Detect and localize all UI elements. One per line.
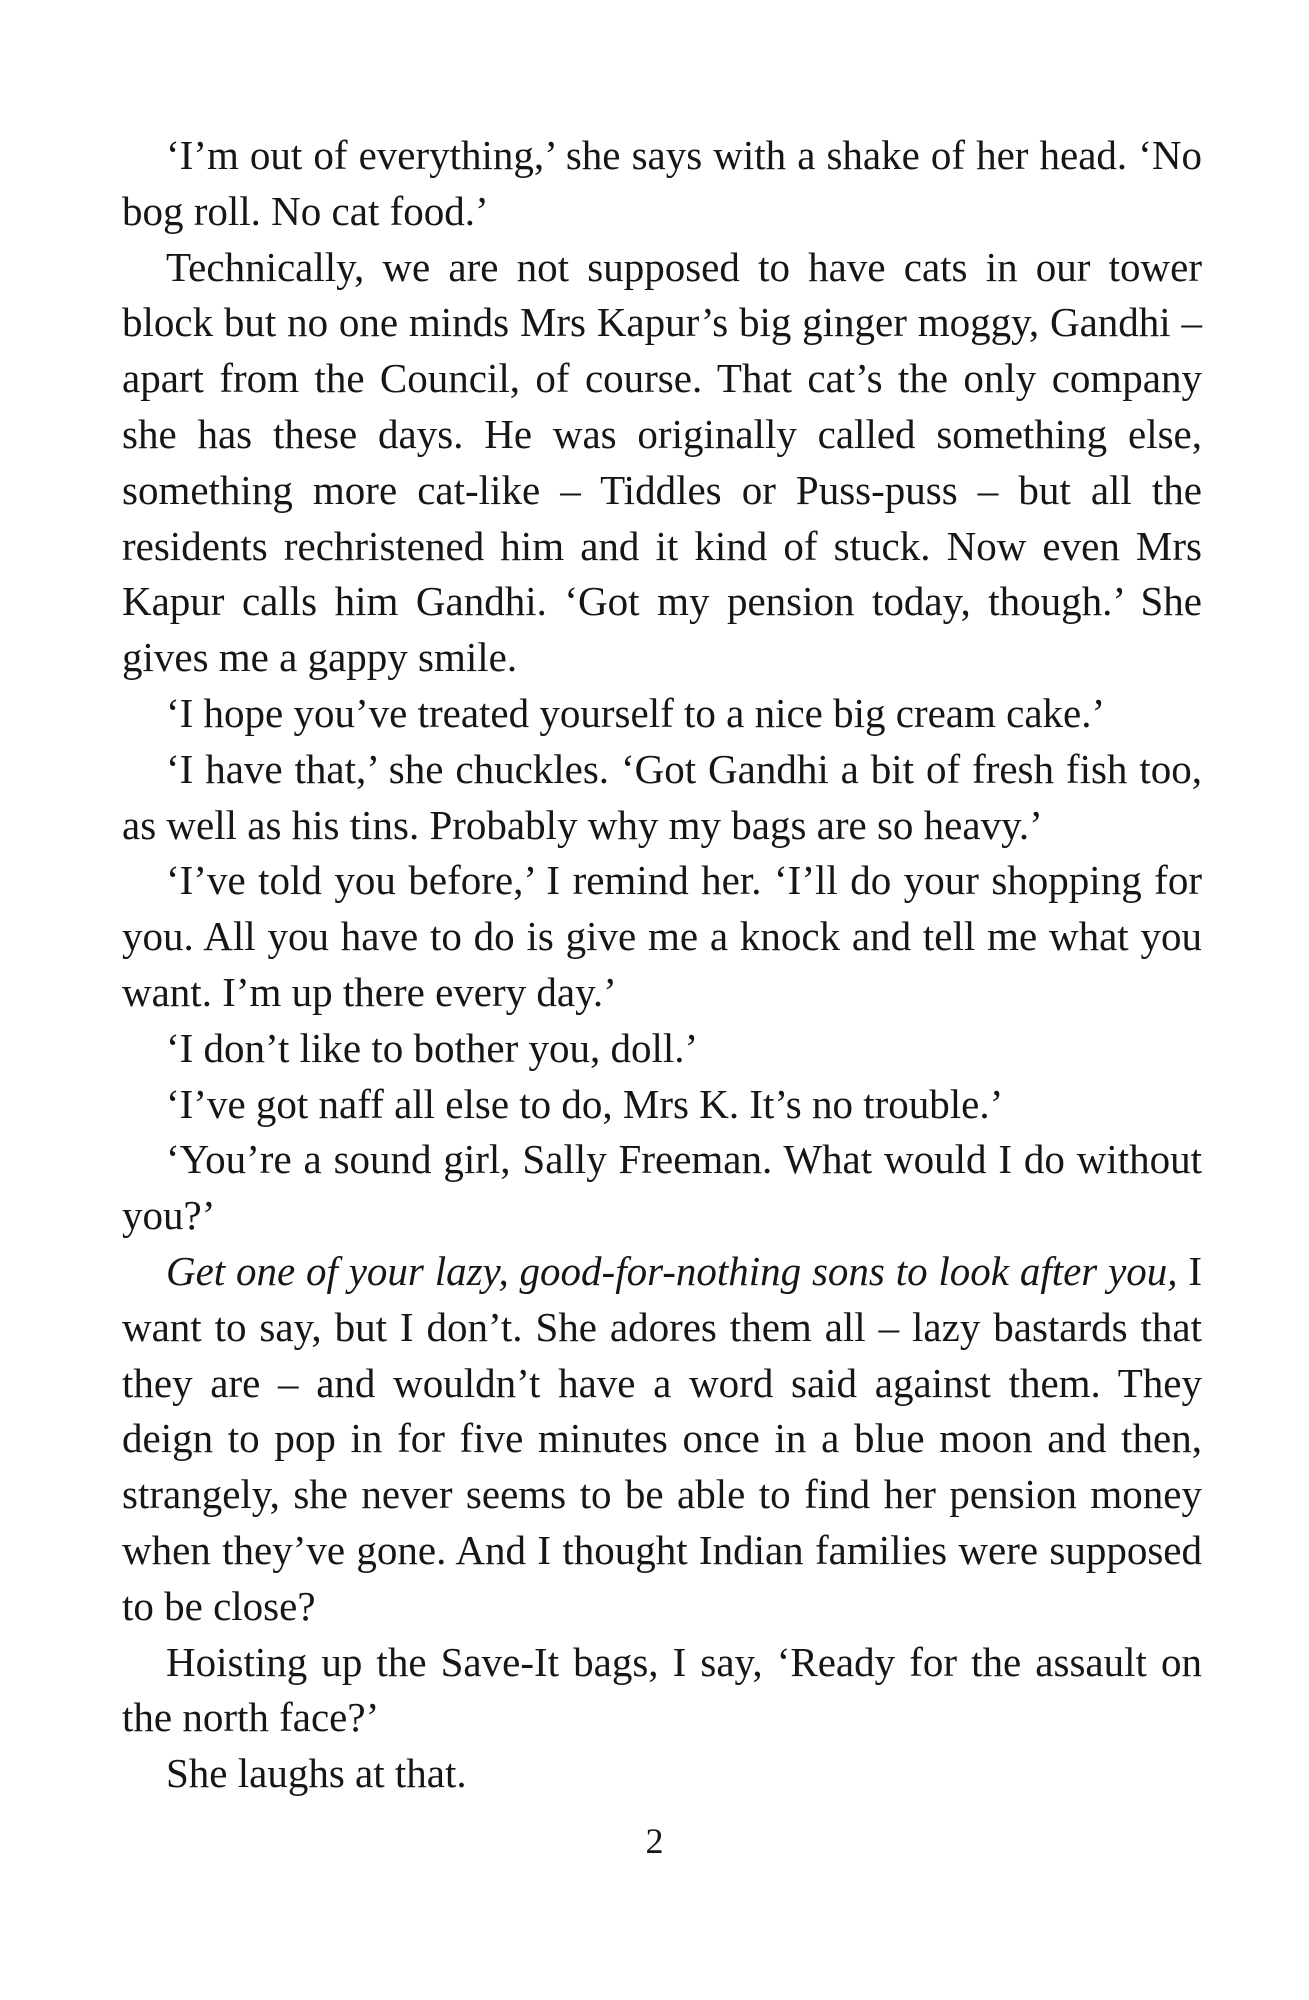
- body-text: [122, 128, 1202, 1802]
- paragraph-9: [122, 1244, 1202, 1635]
- paragraph-6: ‘I don’t like to bother you, doll.’: [166, 1024, 699, 1071]
- paragraph-9-rest: I want to say, but I don’t. She adores them all – lazy bastards that they are – and wouldn’t have a word said against them. They deign to pop in for five minutes once in a blue moon and then, strangely, she never seems to be able to find her pension money when they’ve gone. And I thought Indian families were supposed to be close?: [122, 1247, 1202, 1629]
- paragraph-4: ‘I have that,’ she chuckles. ‘Got Gandhi a bit of fresh fish too, as well as his tins. Probably why my bags are so heavy.’: [122, 745, 1202, 848]
- paragraph-3: ‘I hope you’ve treated yourself to a nice big cream cake.’: [166, 689, 1106, 736]
- paragraph-5: ‘I’ve told you before,’ I remind her. ‘I’ll do your shopping for you. All you have to do is give me a knock and tell me what you want. I’m up there every day.’: [122, 857, 1202, 1015]
- paragraph-8: ‘You’re a sound girl, Sally Freeman. What would I do without you?’: [122, 1136, 1202, 1239]
- page-number: 2: [645, 1821, 664, 1861]
- italic-thought: Get one of your lazy, good-for-nothing sons to look after you,: [166, 1247, 1178, 1294]
- paragraph-1: ‘I’m out of everything,’ she says with a shake of her head. ‘No bog roll. No cat food.’: [122, 132, 1202, 234]
- paragraph-7: ‘I’ve got naff all else to do, Mrs K. It’s no trouble.’: [166, 1080, 1004, 1127]
- paragraph-2: Technically, we are not supposed to have cats in our tower block but no one minds Mrs Kapur’s big ginger moggy, Gandhi – apart from the Council, of course. That cat’s the only company she has these days. He was originally called something else, something more cat-like – Tiddles or Puss-puss – but all the residents rechristened him and it kind of stuck. Now even Mrs Kapur calls him Gandhi. ‘Got my pension today, though.’ She gives me a gappy smile.: [122, 243, 1202, 681]
- paragraph-10: Hoisting up the Save-It bags, I say, ‘Ready for the assault on the north face?’: [122, 1638, 1202, 1741]
- paragraph-11: She laughs at that.: [166, 1750, 467, 1797]
